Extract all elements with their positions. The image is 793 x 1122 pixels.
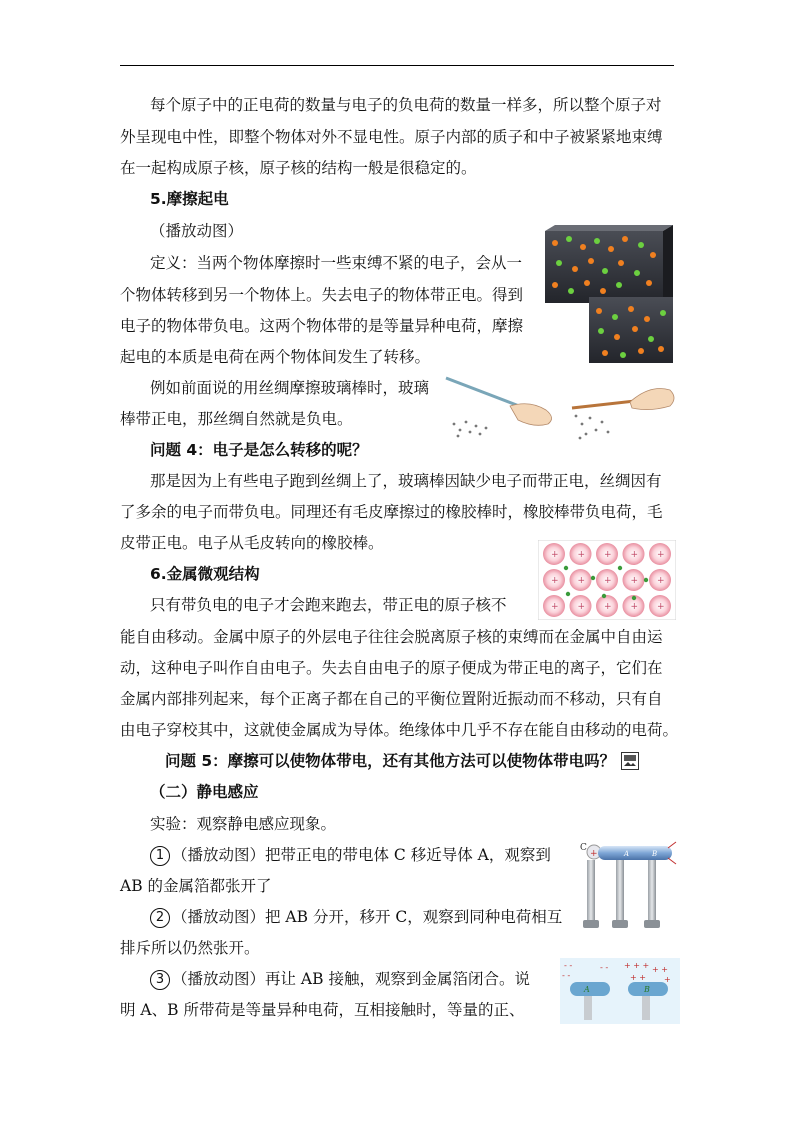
plus-sign-c: + [590,849,598,859]
step3-line1 [150,969,530,990]
section6-line1: 只有带负电的电子才会跑来跑去，带正电的原子核不 [150,596,507,614]
svg-text:A: A [584,985,590,994]
para1-line3: 在一起构成原子核，原子核的结构一般是很稳定的。 [120,159,477,177]
step2-line2: 排斥所以仍然张开。 [120,939,260,957]
para1-line2: 外呈现电中性，即整个物体对外不显电性。原子内部的质子和中子被紧紧地束缚 [120,128,663,146]
section5-play-note: （播放动图） [150,222,244,240]
induction-stands-figure [572,838,680,936]
header-rule [120,65,674,66]
section6-line4: 金属内部排列起来，每个正离子都在自己的平衡位置附近振动而不移动，只有自 [120,690,663,708]
ion-plus-sign: + [551,550,559,560]
separated-conductors-figure [560,958,680,1024]
section6-line3: 动，这种电子叫作自由电子。失去自由电子的原子便成为带正电的离子，它们在 [120,659,663,677]
section5-line2: 个物体转移到另一个物体上。失去电子的物体带正电。得到 [120,286,524,304]
play-media-icon[interactable] [621,752,639,770]
question5-heading: 问题 5：摩擦可以使物体带电，还有其他方法可以使物体带电吗？ [165,752,616,770]
section5-line5: 例如前面说的用丝绸摩擦玻璃棒时，玻璃 [150,379,430,397]
ion-plus-sign: + [630,550,639,560]
friction-blocks-figure [545,225,673,365]
step3-number: 3 [150,970,170,990]
section5-line1: 定义：当两个物体摩擦时一些束缚不紧的电子，会从一 [150,254,523,272]
question4-line2: 了多余的电子而带负电。同理还有毛皮摩擦过的橡胶棒时，橡胶棒带负电荷，毛 [120,503,663,521]
label-c: C [580,843,587,853]
svg-text:B: B [644,985,650,994]
step2-number: 2 [150,908,170,928]
svg-text:- -: - - [562,971,571,980]
ion-plus-sign: + [657,602,665,612]
ion-plus-sign: + [657,550,665,560]
section6-line5: 由电子穿校其中，这就使金属成为导体。绝缘体中几乎不存在能自由移动的电荷。 [120,721,679,739]
ion-plus-sign: + [577,550,586,560]
rod-rubbing-figure [440,372,685,444]
section6-heading: 6.金属微观结构 [150,565,260,583]
ion-plus-sign: + [551,576,559,586]
ion-plus-sign: + [630,602,639,612]
question4-line3: 皮带正电。电子从毛皮转向的橡胶棒。 [120,534,384,552]
section5-line3: 电子的物体带负电。这两个物体带的是等量异种电荷，摩擦 [120,317,524,335]
label-a: A [624,850,630,858]
experiment-intro: 实验：观察静电感应现象。 [150,815,337,833]
question4-line1: 那是因为上有些电子跑到丝绸上了，玻璃棒因缺少电子而带正电，丝绸因有 [150,472,662,490]
metal-lattice-figure [538,540,676,620]
ion-plus-sign: + [657,576,665,586]
ion-plus-sign: + [604,576,612,586]
question4-heading: 问题 4：电子是怎么转移的呢？ [150,441,368,459]
svg-text:+ +: + + [652,965,668,974]
step3-line2: 明 A、B 所带荷是等量异种电荷，互相接触时，等量的正、 [120,1001,525,1019]
step1-line1 [150,845,551,866]
step2-line1 [150,907,562,928]
section6-line2: 能自由移动。金属中原子的外层电子往往会脱离原子核的束缚而在金属中自由运 [120,628,663,646]
step1-text: （播放动图）把带正电的带电体 C 移近导体 A，观察到 [172,846,551,864]
svg-text:- -: - - [600,963,609,972]
ion-plus-sign: + [551,602,559,612]
section5-heading: 5.摩擦起电 [150,190,229,208]
section-electrostatic-induction-heading: （二）静电感应 [150,783,259,801]
svg-text:+ +: + + [630,973,646,982]
label-b: B [652,850,658,858]
step1-number: 1 [150,846,170,866]
ion-plus-sign: + [577,602,586,612]
ion-plus-sign: + [577,576,586,586]
ion-plus-sign: + [604,550,612,560]
step1-line2: AB 的金属箔都张开了 [120,877,272,895]
para1-line1: 每个原子中的正电荷的数量与电子的负电荷的数量一样多，所以整个原子对 [150,96,662,114]
ion-plus-sign: + [604,602,612,612]
ion-plus-sign: + [630,576,639,586]
svg-text:+: + [664,975,671,984]
section5-line4: 起电的本质是电荷在两个物体间发生了转移。 [120,348,431,366]
section5-line6: 棒带正电，那丝绸自然就是负电。 [120,410,353,428]
svg-text:+ + +: + + + [624,961,650,970]
step2-text: （播放动图）把 AB 分开，移开 C，观察到同种电荷相互 [172,908,563,926]
step3-text: （播放动图）再让 AB 接触，观察到金属箔闭合。说 [172,970,530,988]
svg-text:- -: - - [564,961,573,970]
